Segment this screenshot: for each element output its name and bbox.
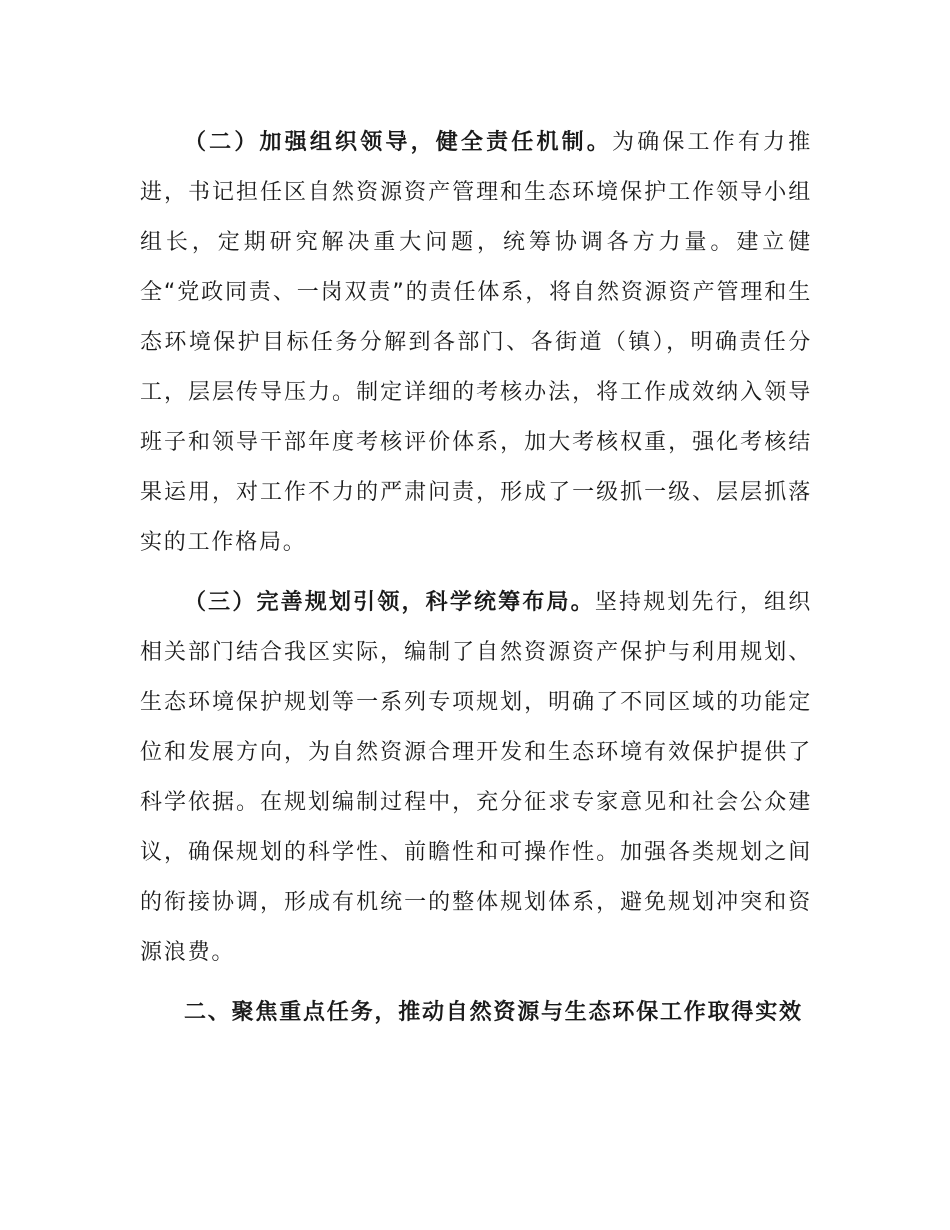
paragraph-organization-leadership xyxy=(140,118,812,568)
paragraph-body: 为确保工作有力推进，书记担任区自然资源资产管理和生态环境保护工作领导小组组长，定期研究解决重大问题，统筹协调各方力量。建立健全“党政同责、一岗双责”的责任体系，将自然资源资产管理和生态环境保护目标任务分解到各部门、各街道（镇），明确责任分工，层层传导压力。制定详细的考核办法，将工作成效纳入领导班子和领导干部年度考核评价体系，加大考核权重，强化考核结果运用，对工作不力的严肃问责，形成了一级抓一级、层层抓落实的工作格局。 xyxy=(140,130,812,555)
paragraph-body: 坚持规划先行，组织相关部门结合我区实际，编制了自然资源资产保护与利用规划、生态环境保护规划等一系列专项规划，明确了不同区域的功能定位和发展方向，为自然资源合理开发和生态环境有效保护提供了科学依据。在规划编制过程中，充分征求专家意见和社会公众建议，确保规划的科学性、前瞻性和可操作性。加强各类规划之间的衔接协调，形成有机统一的整体规划体系，避免规划冲突和资源浪费。 xyxy=(140,590,813,965)
paragraph-lead: （三）完善规划引领，科学统筹布局。 xyxy=(184,590,595,615)
paragraph-lead: （二）加强组织领导，健全责任机制。 xyxy=(184,130,612,155)
document-page xyxy=(140,118,812,1038)
paragraph-planning-guidance xyxy=(140,578,812,978)
section-heading: 二、聚焦重点任务，推动自然资源与生态环保工作取得实效 xyxy=(184,1000,803,1025)
